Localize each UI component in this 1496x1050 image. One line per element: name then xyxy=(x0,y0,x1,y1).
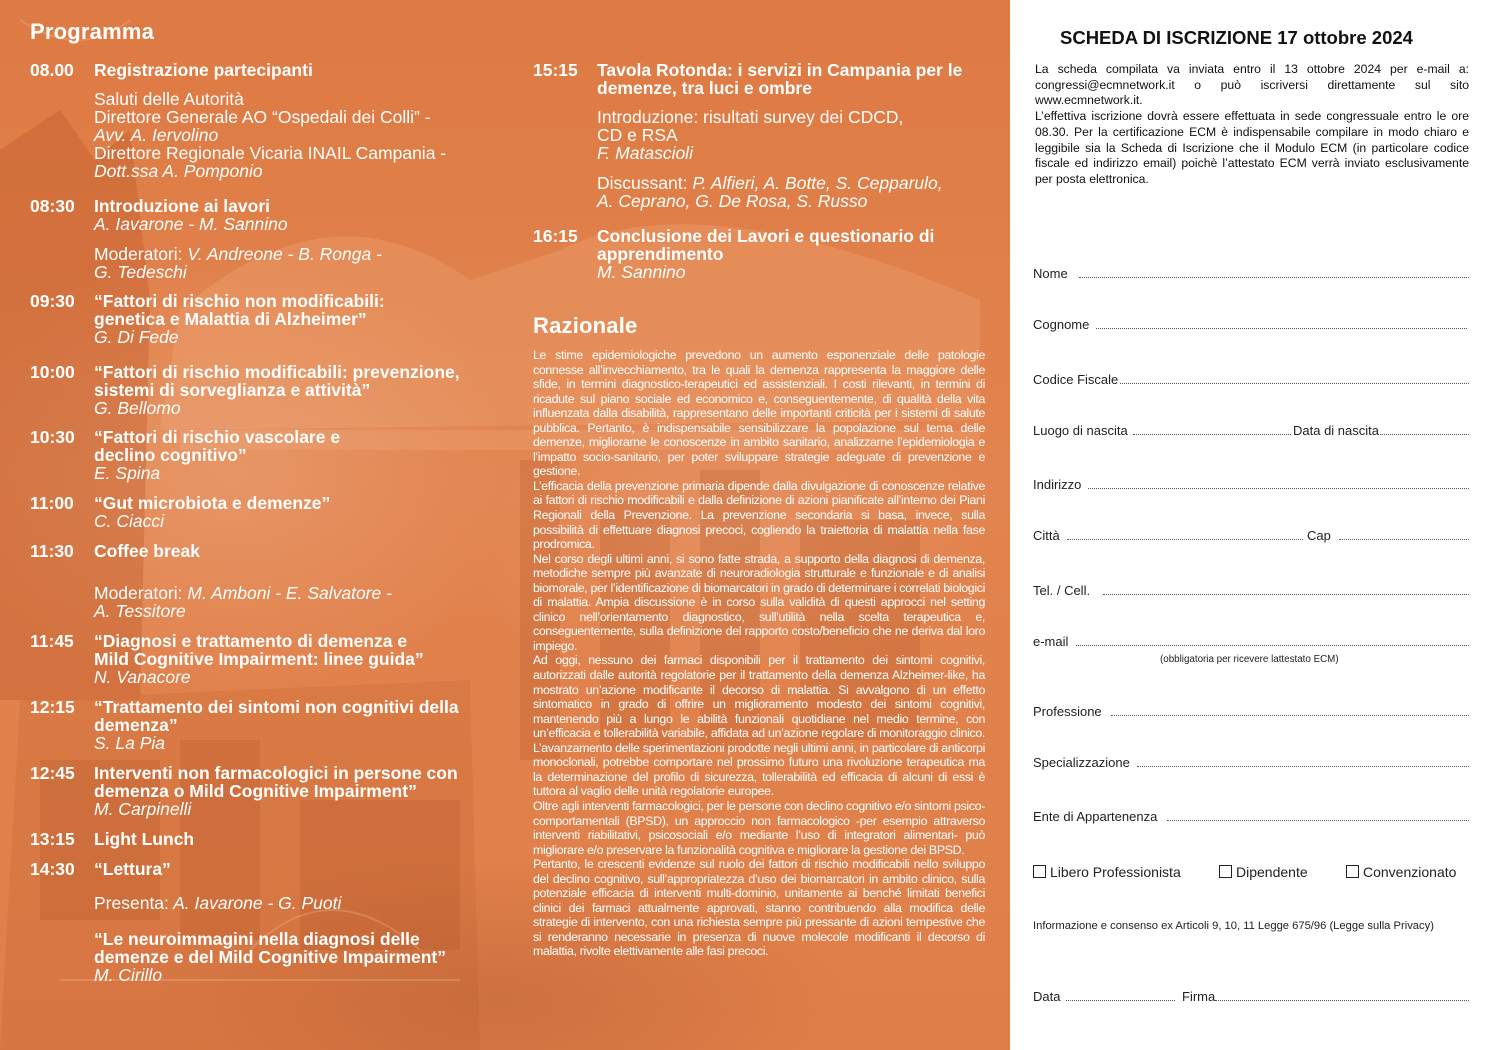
presenta-label: Presenta: xyxy=(94,893,169,913)
moderators-label: Moderatori: xyxy=(94,244,183,264)
email-field[interactable] xyxy=(1076,645,1469,646)
data-nascita-field[interactable] xyxy=(1378,434,1469,435)
session-speaker: N. Vanacore xyxy=(94,667,191,687)
citta-field[interactable] xyxy=(1067,539,1303,540)
form-instructions xyxy=(1035,62,1469,188)
checkbox-label: Libero Professionista xyxy=(1050,864,1181,880)
session-title: Tavola Rotonda: i servizi in Campania per le xyxy=(597,60,963,80)
firma-label: Firma xyxy=(1182,989,1216,1004)
form-instructions-paragraph: L’effettiva iscrizione dovrà essere effettuata in sede congressuale entro le ore 08.30. Per la certificazione ECM è indispensabile compilare in modo chiaro e leggibile sia la Scheda di Iscrizione che il Modulo ECM (in particolare codice fiscale ed indirizzo email) poichè l’attestato ECM verrà inviato esclusivamente per posta elettronica. xyxy=(1035,109,1469,186)
registration-form xyxy=(1010,0,1496,1050)
session-time: 15:15 xyxy=(533,60,578,80)
nome-field[interactable] xyxy=(1079,277,1469,278)
luogo-nascita-label: Luogo di nascita xyxy=(1033,423,1128,438)
cognome-field[interactable] xyxy=(1096,328,1467,329)
moderators-names: V. Andreone - B. Ronga - xyxy=(182,244,382,264)
session-title: Introduzione ai lavori xyxy=(94,196,270,216)
session-speaker: G. Bellomo xyxy=(94,398,181,418)
session-title: “Fattori di rischio non modificabili: xyxy=(94,291,385,311)
moderators-names: G. Tedeschi xyxy=(94,262,187,282)
saluti-name: Avv. A. Iervolino xyxy=(94,125,219,145)
session-title: apprendimento xyxy=(597,244,724,264)
session-title: “Le neuroimmagini nella diagnosi delle xyxy=(94,929,420,949)
razionale-paragraph: Le stime epidemiologiche prevedono un aumento esponenziale delle patologie connesse all’invecchiamento, tra le quali la demenza rappresenta la maggiore delle sfide, in termini diagnostico-terapeutici ed assistenziali. I costi rilevanti, in termini di ricadute sul piano sociale ed economico e, conseguentemente, di qualità della vita influenzata dalla disabilità, rappresentano delle importanti criticità per i sistemi di salute pubblica. Pertanto, è indispensabile sensibilizzare la popolazione sul tema delle demenze, migliorarne le conoscenze in ambito sanitario, analizzarne l’epidemiologia e l’impatto socio-sanitario, per poter sviluppare strategie adeguate di prevenzione e gestione. xyxy=(533,348,985,479)
specializzazione-field[interactable] xyxy=(1137,766,1469,767)
session-time: 11:45 xyxy=(30,631,74,651)
session-title: demenza” xyxy=(94,715,178,735)
discussant-names: A. Ceprano, G. De Rosa, S. Russo xyxy=(597,191,868,211)
session-title: “Lettura” xyxy=(94,859,171,879)
razionale-paragraph: Pertanto, le crescenti evidenze sul ruolo dei fattori di rischio modificabili nello sviluppo del declino cognitivo, sull’appropriatezza d’uso dei biomarcatori in ambito clinico, sulla potenziale efficacia di interventi multi-dominio, unitamente ai benché limitati benefici clinici dei farmaci attualmente approvati, stanno contribuendo alla modifica delle strategie di intervento, con una richiesta sempre più pressante di azioni tempestive che si renderanno necessarie in presenza di nuove molecole modificanti il decorso di malattia, rivolte elettivamente alle fasi precoci. xyxy=(533,857,985,959)
firma-field[interactable] xyxy=(1215,1000,1469,1001)
session-title: “Diagnosi e trattamento di demenza e xyxy=(94,631,408,651)
session-title: demenze e del Mild Cognitive Impairment” xyxy=(94,947,447,967)
form-instructions-paragraph: La scheda compilata va inviata entro il 13 ottobre 2024 per e-mail a: congressi@ecmnetwork.it o può iscriversi direttamente sul sito www.ecmnetwork.it. xyxy=(1035,62,1469,108)
nome-label: Nome xyxy=(1033,266,1068,281)
session-time: 16:15 xyxy=(533,226,578,246)
session-speaker: E. Spina xyxy=(94,463,161,483)
razionale-body xyxy=(533,348,985,959)
data-field[interactable] xyxy=(1066,1000,1175,1001)
moderators-names: A. Tessitore xyxy=(94,601,186,621)
specializzazione-label: Specializzazione xyxy=(1033,755,1130,770)
session-speaker: S. La Pia xyxy=(94,733,166,753)
session-speaker: G. Di Fede xyxy=(94,327,179,347)
intro-line: Introduzione: risultati survey dei CDCD, xyxy=(597,107,904,127)
session-title: “Trattamento dei sintomi non cognitivi della xyxy=(94,697,459,717)
session-speaker: M. Sannino xyxy=(597,262,686,282)
session-title: “Fattori di rischio vascolare e xyxy=(94,427,341,447)
session-title: Coffee break xyxy=(94,541,201,561)
session-title: demenza o Mild Cognitive Impairment” xyxy=(94,781,417,801)
session-time: 11:00 xyxy=(30,493,74,513)
privacy-consent: Informazione e consenso ex Articoli 9, 10, 11 Legge 675/96 (Legge sulla Privacy) xyxy=(1033,920,1434,932)
programma-title: Programma xyxy=(30,19,155,44)
session-title: Conclusione dei Lavori e questionario di xyxy=(597,226,935,246)
session-title: declino cognitivo” xyxy=(94,445,247,465)
checkbox-square-icon xyxy=(1219,865,1232,878)
cap-field[interactable] xyxy=(1339,539,1469,540)
professione-label: Professione xyxy=(1033,704,1102,719)
email-note: (obbligatoria per ricevere lattestato ECM) xyxy=(1160,654,1339,665)
session-title: Mild Cognitive Impairment: linee guida” xyxy=(94,649,424,669)
codice-fiscale-field[interactable] xyxy=(1120,383,1469,384)
session-time: 10:00 xyxy=(30,362,75,382)
session-speaker: C. Ciacci xyxy=(94,511,165,531)
email-label: e-mail xyxy=(1033,634,1069,649)
session-time: 10:30 xyxy=(30,427,75,447)
session-time: 08:30 xyxy=(30,196,75,216)
form-title: SCHEDA DI ISCRIZIONE 17 ottobre 2024 xyxy=(1060,27,1413,48)
session-time: 12:15 xyxy=(30,697,75,717)
saluti-line: Saluti delle Autorità xyxy=(94,89,244,109)
moderators-names: M. Amboni - E. Salvatore - xyxy=(182,583,392,603)
convenzionato-checkbox[interactable] xyxy=(1346,864,1456,880)
telefono-field[interactable] xyxy=(1103,594,1469,595)
saluti-line: Direttore Generale AO “Ospedali dei Colli” - xyxy=(94,107,431,127)
libero-professionista-checkbox[interactable] xyxy=(1033,864,1181,880)
session-title: Registrazione partecipanti xyxy=(94,60,313,80)
luogo-nascita-field[interactable] xyxy=(1133,434,1291,435)
session-speaker: M. Cirillo xyxy=(94,965,163,985)
session-speaker: A. Iavarone - M. Sannino xyxy=(94,214,288,234)
session-time: 14:30 xyxy=(30,859,75,879)
checkbox-square-icon xyxy=(1346,865,1359,878)
indirizzo-label: Indirizzo xyxy=(1033,477,1082,492)
data-nascita-label: Data di nascita xyxy=(1293,423,1379,438)
cognome-label: Cognome xyxy=(1033,317,1090,332)
checkbox-square-icon xyxy=(1033,865,1046,878)
session-title: sistemi di sorveglianza e attività” xyxy=(94,380,371,400)
checkbox-label: Convenzionato xyxy=(1363,864,1457,880)
telefono-label: Tel. / Cell. xyxy=(1033,583,1091,598)
intro-line: CD e RSA xyxy=(597,125,678,145)
codice-fiscale-label: Codice Fiscale xyxy=(1033,372,1119,387)
discussant-names: P. Alfieri, A. Botte, S. Cepparulo, xyxy=(687,173,943,193)
session-time: 09:30 xyxy=(30,291,75,311)
moderators-line xyxy=(94,245,382,263)
professione-field[interactable] xyxy=(1111,715,1469,716)
checkbox-label: Dipendente xyxy=(1236,864,1308,880)
discussant-line xyxy=(597,174,943,192)
session-title: “Fattori di rischio modificabili: prevenzione, xyxy=(94,362,460,382)
presenta-line xyxy=(94,894,341,912)
saluti-line: Direttore Regionale Vicaria INAIL Campania - xyxy=(94,143,447,163)
data-label: Data xyxy=(1033,989,1061,1004)
session-time: 11:30 xyxy=(30,541,74,561)
session-speaker: F. Matascioli xyxy=(597,143,693,163)
session-time: 12:45 xyxy=(30,763,75,783)
razionale-title: Razionale xyxy=(533,313,638,338)
citta-label: Città xyxy=(1033,528,1060,543)
razionale-paragraph: Nel corso degli ultimi anni, si sono fatte strada, a supporto della diagnosi di demenza, metodiche sempre più avanzate di neuroradiologia strutturale e funzionale e di analisi biomorale, per l’identificazione di biomarcatori in grado di determinare i correlati biologici di malattia. Ampia discussione è in corso sulla validità di questi approcci nel setting clinico nell’orientamento diagnostico, sull’utilità nella scelta terapeutica e, conseguentemente, sulla definizione del rapporto costo/beneficio che ne deriva dal loro impiego. xyxy=(533,551,985,653)
cap-label: Cap xyxy=(1307,528,1331,543)
dipendente-checkbox[interactable] xyxy=(1219,864,1308,880)
session-title: Interventi non farmacologici in persone con xyxy=(94,763,458,783)
moderators-label: Moderatori: xyxy=(94,583,183,603)
session-time: 13:15 xyxy=(30,829,75,849)
razionale-paragraph: L’efficacia della prevenzione primaria dipende dalla divulgazione di conoscenze relative ai fattori di rischio modificabili e dalla definizione di azioni pianificate all’interno dei Piani Regionali della Prevenzione. La prevenzione secondaria si basa, invece, sulla possibilità di effettuare diagnosi precoci, cogliendo la traiettoria di malattia nella fase prodromica. xyxy=(533,478,985,552)
discussant-label: Discussant: xyxy=(597,173,688,193)
ente-field[interactable] xyxy=(1167,820,1469,821)
razionale-paragraph: Oltre agli interventi farmacologici, per le persone con declino cognitivo e/o sintomi psico-comportamentali (BPSD), un approccio non farmacologico -per esempio attraverso interventi riabilitativi, psicosociali e/o mediante l’uso di integratori alimentari- può migliorare e/o preservare la funzionalità cognitiva e migliorare la gestione dei BPSD. xyxy=(533,798,985,857)
session-title: “Gut microbiota e demenze” xyxy=(94,493,331,513)
saluti-name: Dott.ssa A. Pomponio xyxy=(94,161,263,181)
ente-label: Ente di Appartenenza xyxy=(1033,809,1158,824)
session-speaker: M. Carpinelli xyxy=(94,799,192,819)
session-time: 08.00 xyxy=(30,60,74,80)
session-title: genetica e Malattia di Alzheimer” xyxy=(94,309,367,329)
razionale-paragraph: Ad oggi, nessuno dei farmaci disponibili per il trattamento dei sintomi cognitivi, autorizzati dalle autorità regolatorie per il trattamento della demenza Alzheimer-like, ha mostrato un’azione modificante il decorso di malattia. Si avvalgono di un effetto sintomatico in grado di offrire un miglioramento modesto dei sintomi cognitivi, mantenendo più a lungo le abilità funzionali quotidiane nel medio termine, con un’efficacia e tollerabilità variabile, affidata ad un’azione regolare di monitoraggio clinico. L’avanzamento delle sperimentazioni prodotte negli ultimi anni, in particolare di anticorpi monoclonali, potrebbe comportare nel prossimo futuro una rivoluzione terapeutica ma la determinazione del profilo di sicurezza, tollerabilità ed efficacia di alcuni di essi è tuttora al vaglio delle unità regolatorie europee. xyxy=(533,653,985,799)
presenta-names: A. Iavarone - G. Puoti xyxy=(168,893,342,913)
session-title: Light Lunch xyxy=(94,829,195,849)
session-title: demenze, tra luci e ombre xyxy=(597,78,812,98)
indirizzo-field[interactable] xyxy=(1088,488,1469,489)
moderators-line xyxy=(94,584,392,602)
